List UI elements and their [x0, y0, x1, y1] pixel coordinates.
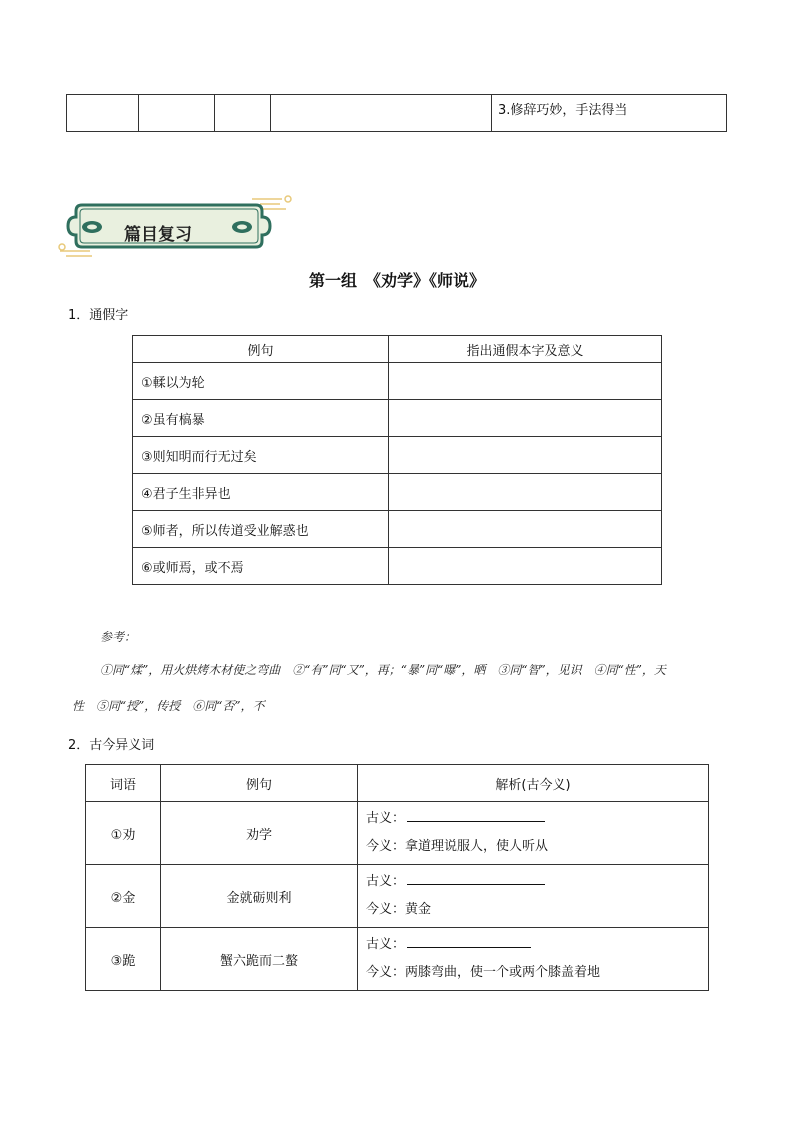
reference-line-2: 性 ⑤同“授”，传授 ⑥同“否”，不 — [72, 699, 265, 713]
answer-cell[interactable] — [389, 363, 662, 400]
tongjiazi-table — [132, 335, 662, 585]
analysis-cell — [358, 928, 709, 991]
answer-cell[interactable] — [389, 400, 662, 437]
fill-blank[interactable] — [407, 809, 545, 822]
word-cell: ①劝 — [86, 802, 161, 865]
ancient-label: 古义： — [366, 811, 406, 826]
table-header-cell: 指出通假本字及意义 — [389, 336, 662, 363]
answer-cell[interactable] — [389, 548, 662, 585]
answer-cell[interactable] — [389, 437, 662, 474]
group-title: 第一组 《劝学》《师说》 — [308, 271, 485, 290]
example-cell: ③则知明而行无过矣 — [133, 437, 389, 474]
example-cell: 劝学 — [161, 802, 358, 865]
example-cell: 蟹六跪而二螯 — [161, 928, 358, 991]
table-header-row — [86, 765, 709, 802]
answer-cell[interactable] — [389, 511, 662, 548]
ancient-label: 古义： — [366, 937, 406, 952]
reference-line-1: ①同“煣”，用火烘烤木材使之弯曲 ②“有”同“又”，再；“暴”同“曝”，晒 ③同“智”，见识 ④同“性”，天 — [100, 663, 666, 677]
table-row — [133, 363, 662, 400]
example-cell: ②虽有槁暴 — [133, 400, 389, 437]
table-cell — [271, 95, 492, 132]
continued-table — [66, 94, 727, 132]
table-header-cell: 例句 — [161, 765, 358, 802]
gujinyiyi-table — [85, 764, 709, 991]
example-cell: ⑤师者，所以传道受业解惑也 — [133, 511, 389, 548]
table-row — [86, 865, 709, 928]
table-header-cell: 解析(古今义) — [358, 765, 709, 802]
table-cell — [139, 95, 215, 132]
table-cell — [67, 95, 139, 132]
example-cell: ④君子生非异也 — [133, 474, 389, 511]
table-row — [86, 802, 709, 865]
modern-meaning: 今义：拿道理说服人，使人听从 — [366, 839, 549, 854]
ancient-meaning — [366, 931, 708, 959]
table-cell — [215, 95, 271, 132]
ancient-meaning — [366, 868, 708, 896]
modern-meaning: 今义：两膝弯曲，使一个或两个膝盖着地 — [366, 965, 601, 980]
table-row — [133, 400, 662, 437]
table-row — [133, 437, 662, 474]
banner-title: 篇目复习 — [124, 225, 192, 245]
example-cell: 金就砺则利 — [161, 865, 358, 928]
table-header-cell: 词语 — [86, 765, 161, 802]
table-header-row — [133, 336, 662, 363]
analysis-cell — [358, 865, 709, 928]
table-header-cell: 例句 — [133, 336, 389, 363]
section-label-tongjiazi: 1．通假字 — [68, 308, 129, 323]
word-cell: ②金 — [86, 865, 161, 928]
table-row — [133, 511, 662, 548]
table-row — [133, 548, 662, 585]
table-cell: 3.修辞巧妙，手法得当 — [492, 95, 727, 132]
section-label-gujinyiyi: 2．古今异义词 — [68, 738, 155, 753]
table-row — [133, 474, 662, 511]
reference-label: 参考： — [100, 630, 137, 644]
modern-meaning: 今义：黄金 — [366, 902, 432, 917]
example-cell: ⑥或师焉，或不焉 — [133, 548, 389, 585]
ancient-meaning — [366, 805, 708, 833]
fill-blank[interactable] — [407, 935, 531, 948]
fill-blank[interactable] — [407, 872, 545, 885]
word-cell: ③跪 — [86, 928, 161, 991]
table-row — [86, 928, 709, 991]
analysis-cell — [358, 802, 709, 865]
example-cell: ①輮以为轮 — [133, 363, 389, 400]
answer-cell[interactable] — [389, 474, 662, 511]
ancient-label: 古义： — [366, 874, 406, 889]
